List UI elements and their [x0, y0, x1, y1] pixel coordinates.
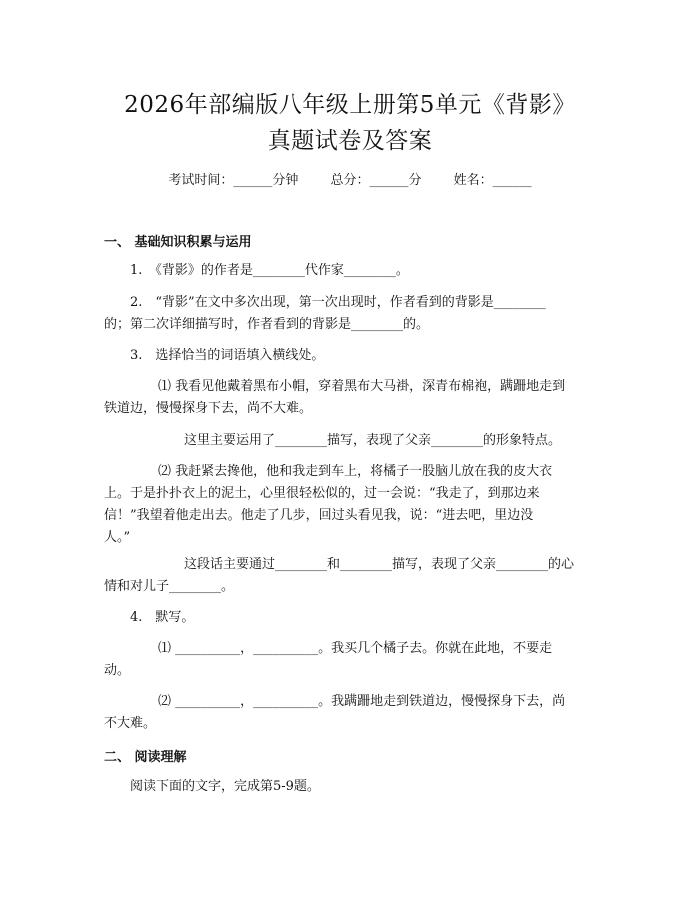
question-3: 3. 选择恰当的词语填入横线处。	[130, 348, 325, 363]
section2-heading: 二、 阅读理解	[104, 750, 187, 765]
doc-title-line2: 真题试卷及答案	[267, 128, 433, 154]
exam-time-label: 考试时间：______分钟	[168, 173, 299, 188]
question-3-2-line1: ⑵ 我赶紧去搀他，他和我走到车上，将橘子一股脑儿放在我的皮大衣	[158, 464, 553, 479]
exam-score-label: 总分：______分	[330, 173, 422, 188]
question-3-2-answer-line1: 这段话主要通过________和________描写，表现了父亲________的心	[184, 557, 575, 572]
exam-name-label: 姓名：______	[453, 173, 532, 188]
question-4-1-line1: ⑴ __________，__________。我买几个橘子去。你就在此地，不要走	[158, 641, 553, 656]
question-3-2-line3: 信！”我望着他走出去。他走了几步，回过头看见我，说：“进去吧，里边没	[104, 508, 534, 523]
question-4-1-line2: 动。	[104, 663, 131, 678]
question-3-1-line1: ⑴ 我看见他戴着黑布小帽，穿着黑布大马褂，深青布棉袍，蹒跚地走到	[158, 379, 566, 394]
question-2-line1: 2. “背影”在文中多次出现，第一次出现时，作者看到的背影是________	[130, 295, 546, 310]
question-2-line2: 的；第二次详细描写时，作者看到的背影是________的。	[104, 317, 430, 332]
section1-heading: 一、 基础知识积累与运用	[104, 235, 252, 250]
question-4-2-line1: ⑵ __________，__________。我蹒跚地走到铁道边，慢慢探身下去，尚	[158, 694, 566, 709]
question-3-2-line4: 人。”	[104, 530, 131, 545]
question-3-1-line2: 铁道边，慢慢探身下去，尚不大难。	[104, 401, 313, 416]
section2-intro: 阅读下面的文字，完成第5-9题。	[130, 779, 320, 794]
question-3-2-line2: 上。于是扑扑衣上的泥土，心里很轻松似的，过一会说：“我走了，到那边来	[104, 486, 540, 501]
question-4-2-line2: 不大难。	[104, 716, 157, 731]
question-3-2-answer-line2: 情和对儿子________。	[104, 579, 235, 594]
exam-info-row	[0, 169, 700, 188]
question-1: 1. 《背影》的作者是________代作家________。	[130, 263, 409, 278]
doc-title-line1: 2026年部编版八年级上册第5单元《背影》	[124, 92, 576, 118]
question-3-1-answer: 这里主要运用了________描写，表现了父亲________的形象特点。	[184, 433, 562, 448]
question-4: 4. 默写。	[130, 610, 195, 625]
